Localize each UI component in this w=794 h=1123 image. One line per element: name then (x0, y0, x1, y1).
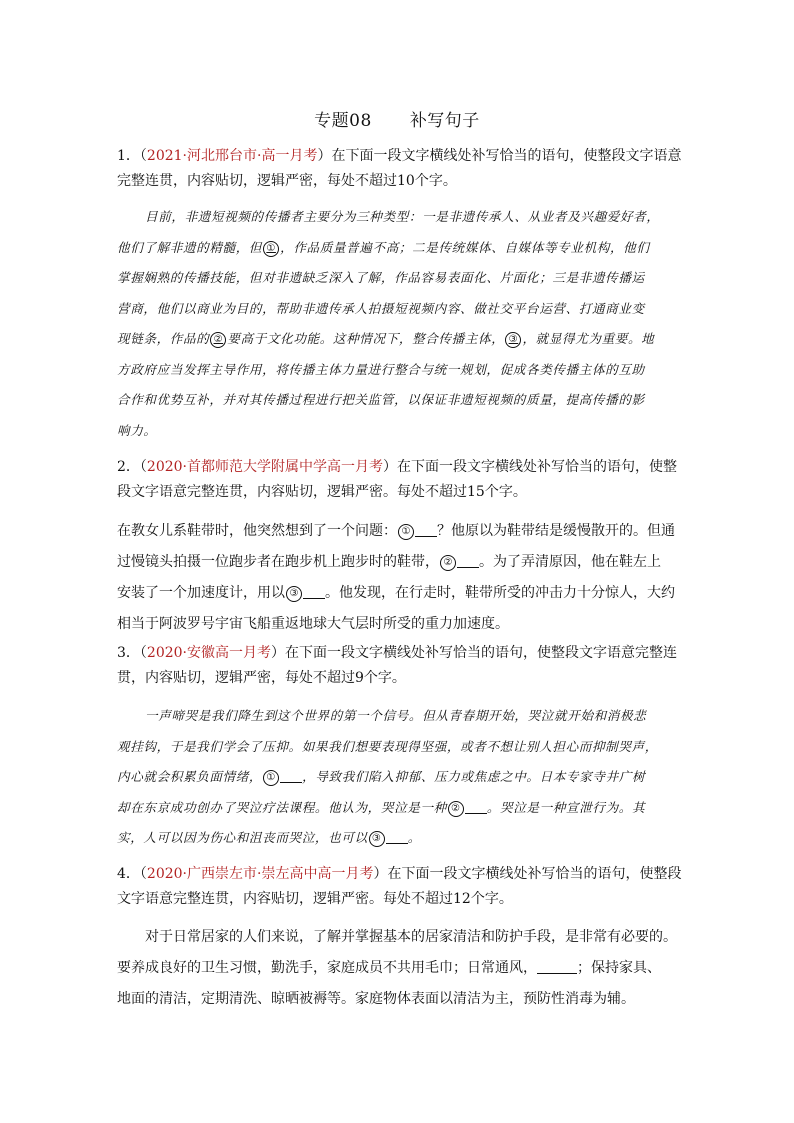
blank-marker: ① (263, 241, 279, 257)
title-label: 专题08 (314, 111, 372, 131)
question-1-passage: 目前，非遗短视频的传播者主要分为三种类型：一是非遗传承人、从业者及兴趣爱好者， 他们了解非遗的精髓，但 ① ，作品质量普遍不高；二是传统媒体、自媒体等专业机构，他们 掌握娴熟的传播技能，但对非遗缺乏深入了解，作品容易表面化、片面化；三是非遗传播运 营商，他们以商业为目的，帮助非遗传承人拍摄短视频内容、做社交平台运营、打通商业变 现链条，作品的 ② 要高于文化功能。这种情况下，整合传播主体， ③ ，就显得尤为重要。地 方政府应当发挥主导作用，将传播主体力量进行整合与统一规划，促成各类传播主体的互助 合作和优势互补，并对其传播过程进行把关监管，以保证非遗短视频的质量，提高传播的影 响力。 (117, 209, 660, 438)
blank-marker: ② (210, 332, 226, 348)
answer-blank (457, 552, 479, 568)
blank-marker: ① (263, 770, 279, 786)
question-source: 2021·河北邢台市·高一月考 (146, 148, 318, 164)
blank-marker: ③ (369, 831, 385, 847)
question-number: 2． (117, 459, 140, 475)
answer-blank (280, 767, 302, 783)
title-topic: 补写句子 (409, 111, 480, 131)
blank-marker: ③ (505, 332, 521, 348)
question-number: 1． (117, 148, 140, 164)
question-2-passage: 在教女儿系鞋带时，他突然想到了一个问题： ① ？他原以为鞋带结是缓慢散开的。但通 过慢镜头拍摄一位跑步者在跑步机上跑步时的鞋带， ② 。为了弄清原因，他在鞋左上 安装了一个加速度计，用以 ③ 。他发现，在行走时，鞋带所受的冲击力十分惊人，大约 相当于阿波罗号宇宙飞船重返地球大气层时所受的重力加速度。 (117, 523, 675, 632)
question-1-prompt: 1．（2021·河北邢台市·高一月考）在下面一段文字横线处补写恰当的语句，使整段文字语意 完整连贯，内容贴切，逻辑严密，每处不超过10个字。 (117, 148, 682, 189)
question-source: 2020·广西崇左市·崇左高中高一月考 (146, 866, 374, 882)
question-3-passage: 一声啼哭是我们降生到这个世界的第一个信号。但从青春期开始，哭泣就开始和消极悲 观挂钩，于是我们学会了压抑。如果我们想要表现得坚强，或者不想让别人担心而抑制哭声， 内心就会积累负面情绪， ① ，导致我们陷入抑郁、压力或焦虑之中。日本专家寺井广树 却在东京成功创办了哭泣疗法课程。他认为，哭泣是一种 ② 。哭泣是一种宣泄行为。其 实，人可以因为伤心和沮丧而哭泣，也可以 ③ 。 (117, 708, 658, 845)
blank-marker: ③ (286, 586, 302, 602)
answer-blank (415, 521, 437, 537)
question-2-prompt: 2．（2020·首都师范大学附属中学高一月考）在下面一段文字横线处补写恰当的语句，使整 段文字语意完整连贯，内容贴切，逻辑严密。每处不超过15个字。 (117, 459, 678, 500)
question-source: 2020·安徽高一月考 (146, 645, 272, 661)
question-4-prompt: 4．（2020·广西崇左市·崇左高中高一月考）在下面一段文字横线处补写恰当的语句，使整段 文字语意完整连贯，内容贴切，逻辑严密。每处不超过12个字。 (117, 866, 682, 907)
question-4-passage: 对于日常居家的人们来说，了解并掌握基本的居家清洁和防护手段，是非常有必要的。 要养成良好的卫生习惯，勤洗手，家庭成员不共用毛巾；日常通风， ；保持家具、 地面的清洁，定期清洗、晾晒被褥等。家庭物体表面以清洁为主，预防性消毒为辅。 (117, 929, 677, 1007)
question-3-prompt: 3．（2020·安徽高一月考）在下面一段文字横线处补写恰当的语句，使整段文字语意完整连 贯，内容贴切，逻辑严密，每处不超过9个字。 (117, 645, 678, 686)
question-number: 3． (117, 645, 140, 661)
question-number: 4． (117, 866, 140, 882)
page-title (0, 106, 794, 131)
answer-blank (303, 583, 325, 599)
answer-blank (386, 828, 408, 844)
question-source: 2020·首都师范大学附属中学高一月考 (146, 459, 384, 475)
answer-blank (537, 958, 577, 974)
blank-marker: ② (448, 801, 464, 817)
blank-marker: ① (398, 524, 414, 540)
blank-marker: ② (440, 555, 456, 571)
answer-blank (465, 798, 487, 814)
